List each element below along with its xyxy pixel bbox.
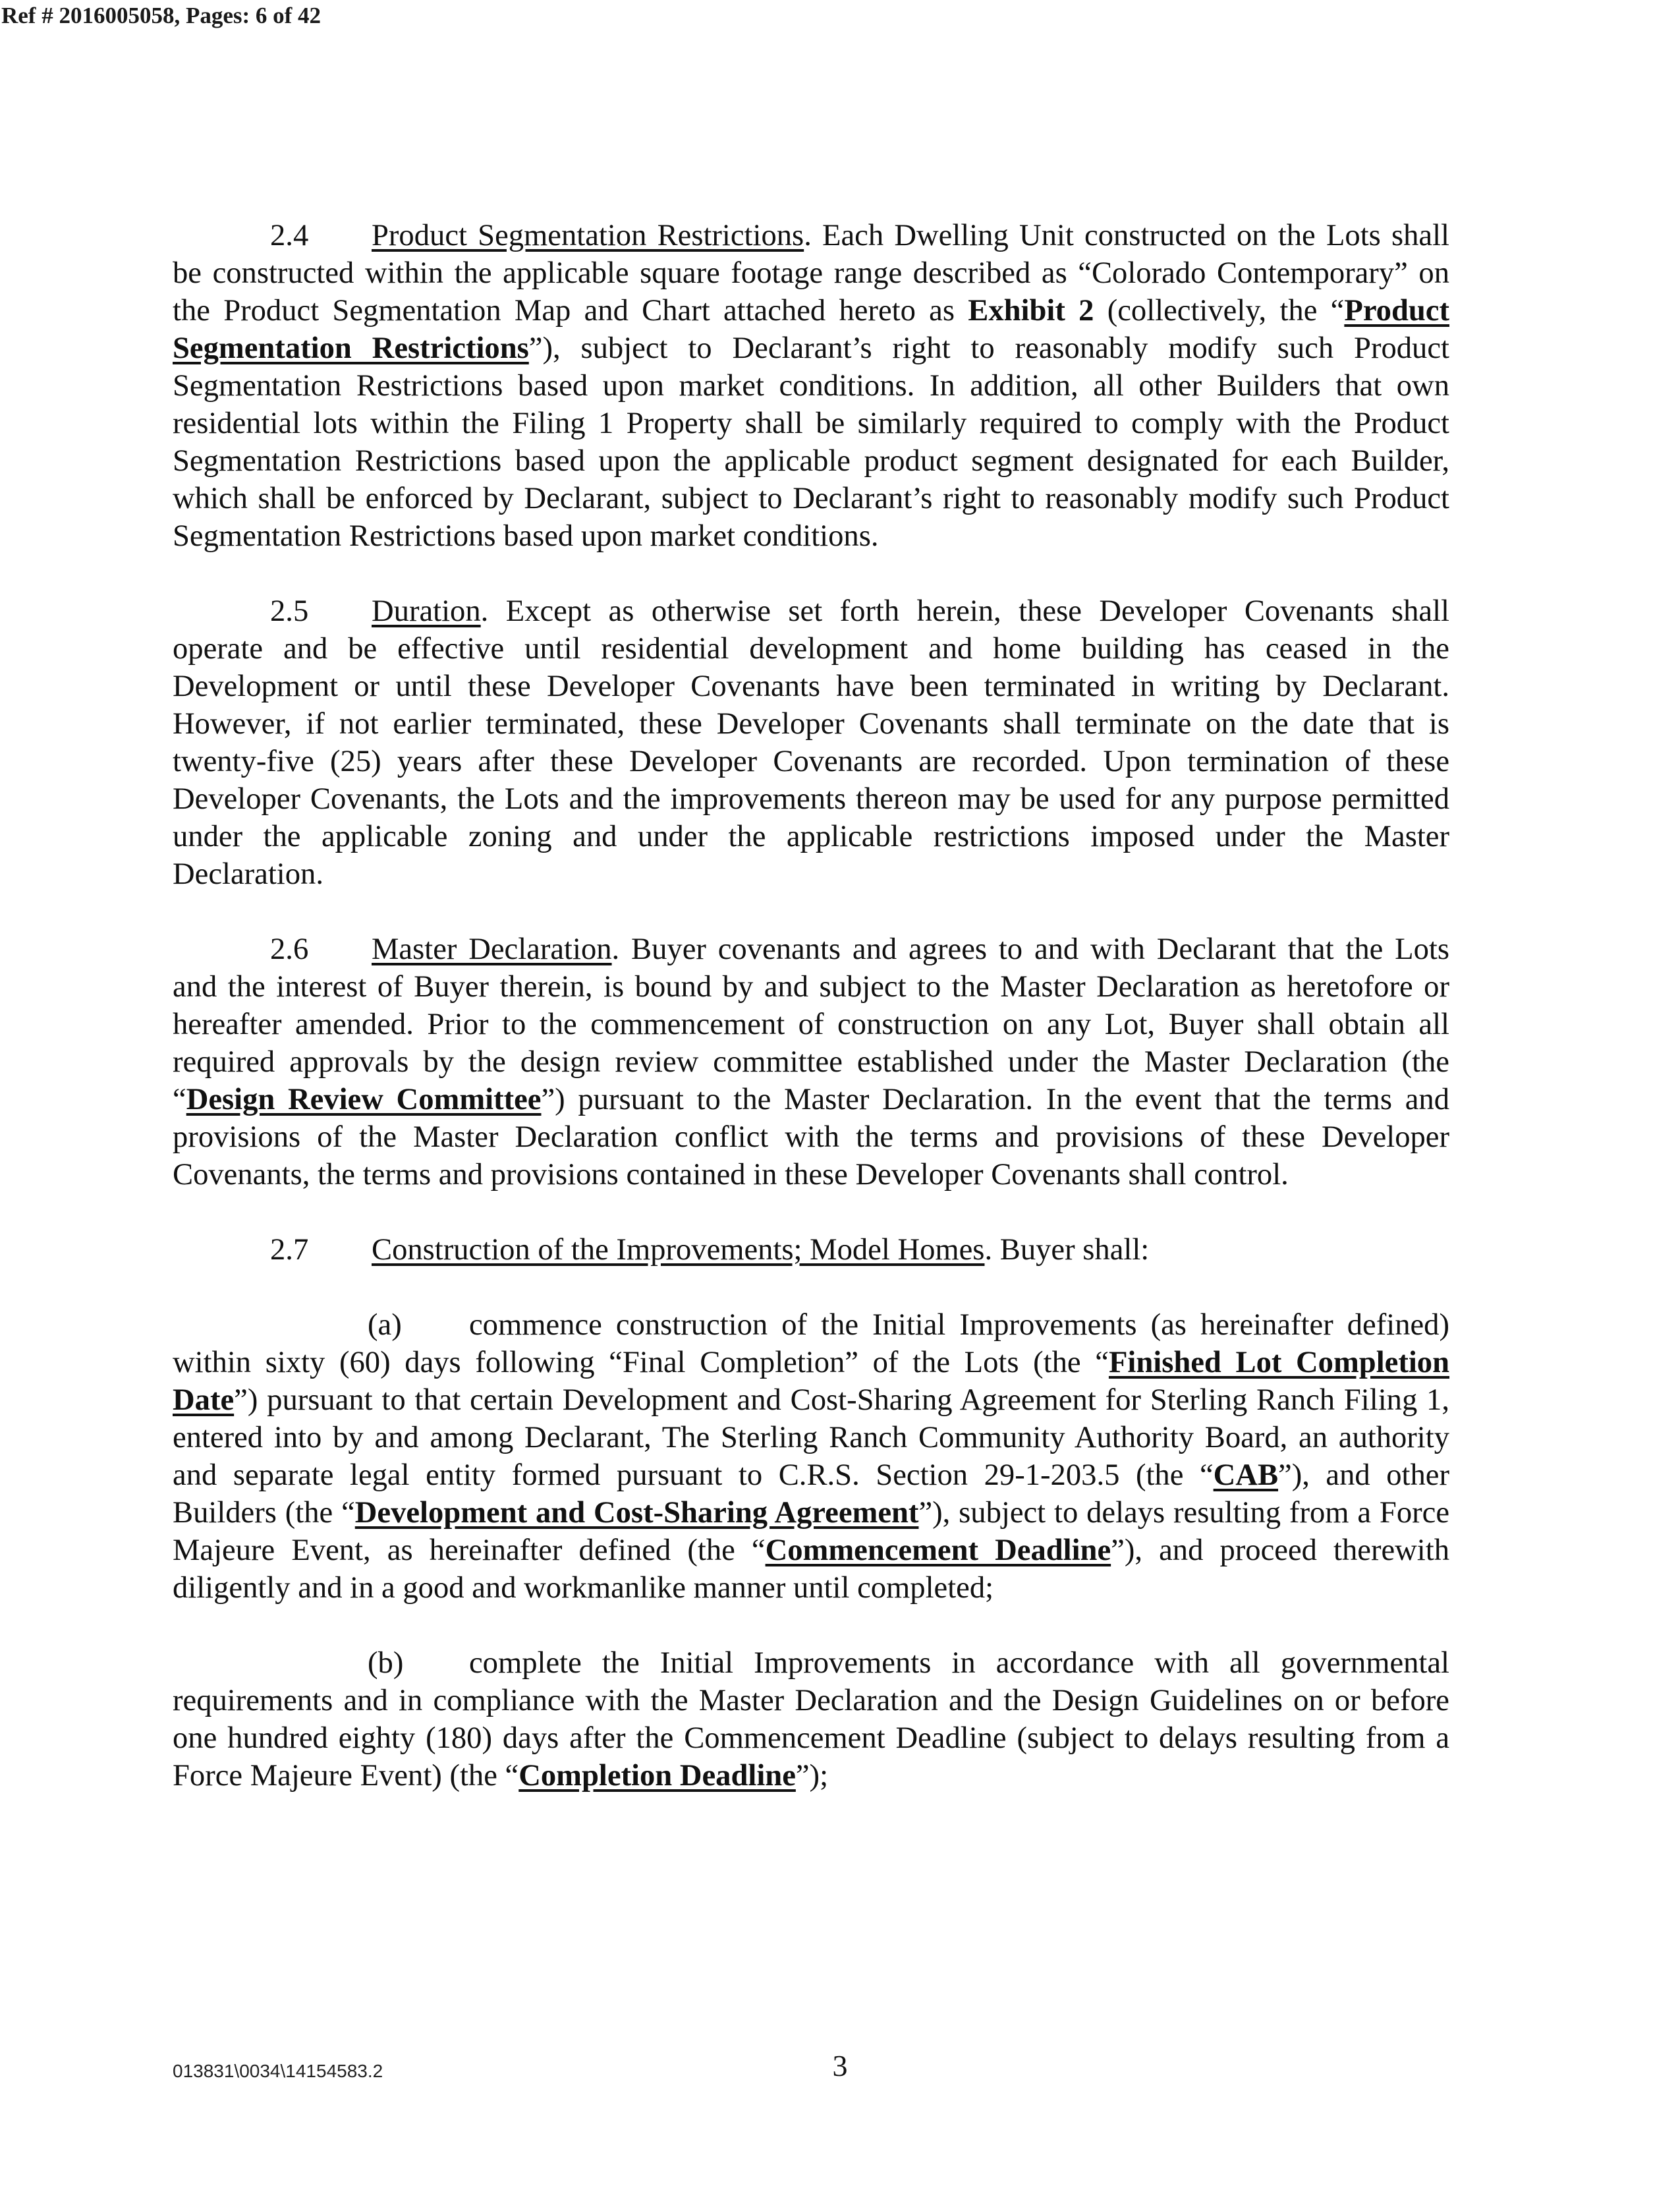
section-text: complete the Initial Improvements in accordance with all governmental requirements and in compliance with the Master Declaration and the Design Guidelines on or before one hundred eighty (180) days after the Commencement Deadline (subject to delays resulting from a Force Majeure Event) (the “ <box>173 1646 1449 1793</box>
section-2-7 <box>173 1231 1449 1269</box>
defined-term: Completion Deadline <box>518 1758 796 1793</box>
defined-term: Development and Cost-Sharing Agreement <box>354 1495 919 1530</box>
defined-term: Commencement Deadline <box>765 1533 1111 1567</box>
defined-term: CAB <box>1213 1458 1279 1492</box>
defined-term: Product Segmentation Restrictions <box>173 293 1449 365</box>
document-id-footer: 013831\0034\14154583.2 <box>173 2061 383 2081</box>
section-title: Master Declaration <box>372 932 612 966</box>
document-reference-header: Ref # 2016005058, Pages: 6 of 42 <box>1 3 322 28</box>
defined-term: Finished Lot Completion Date <box>173 1345 1450 1417</box>
section-text: . Buyer covenants and agrees to and with Declarant that the Lots and the interest of Buyer therein, is bound by and subject to the Master Declaration as heretofore or hereafter amended. Prior to the commencement of construction on any Lot, Buyer shall obtain all required approvals by the design review committee established under the Master Declaration (the “ <box>173 932 1449 1116</box>
subsection-number: (b) <box>368 1646 404 1680</box>
section-text: ”), subject to Declarant’s right to reasonably modify such Product Segmentation Restrictions based upon market conditions. In addition, all other Builders that own residential lots within the Filing 1 Property shall be similarly required to comply with the Product Segmentation Restrictions based upon the applicable product segment designated for each Builder, which shall be enforced by Declarant, subject to Declarant’s right to reasonably modify such Product Segmentation Restrictions based upon market conditions. <box>173 331 1449 553</box>
section-title: Duration <box>372 594 481 628</box>
subsection-a <box>173 1306 1449 1607</box>
section-number: 2.6 <box>270 932 309 966</box>
subsection-number: (a) <box>368 1307 402 1342</box>
section-text: ”), subject to delays resulting from a Force Majeure Event, as hereinafter defined (the “ <box>173 1495 1449 1567</box>
section-number: 2.5 <box>270 594 309 628</box>
section-text: . Except as otherwise set forth herein, these Developer Covenants shall operate and be effective until residential development and home building has ceased in the Development or until these Developer Covenants have been terminated in writing by Declarant. However, if not earlier terminated, these Developer Covenants shall terminate on the date that is twenty-five (25) years after these Developer Covenants are recorded. Upon termination of these Developer Covenants, the Lots and the improvements thereon may be used for any purpose permitted under the applicable zoning and under the applicable restrictions imposed under the Master Declaration. <box>173 594 1449 891</box>
section-2-4 <box>173 217 1449 555</box>
section-title: Product Segmentation Restrictions <box>372 218 804 252</box>
section-text: ”) pursuant to the Master Declaration. In the event that the terms and provisions of the Master Declaration conflict with the terms and provisions of these Developer Covenants, the terms and provisions contained in these Developer Covenants shall control. <box>173 1082 1450 1192</box>
section-text: . Each Dwelling Unit constructed on the Lots shall be constructed within the applicable square footage range described as “Colorado Contemporary” on the Product Segmentation Map and Chart attached hereto as <box>173 218 1449 328</box>
section-text: ”) pursuant to that certain Development and Cost-Sharing Agreement for Sterling Ranch Filing 1, entered into by and among Declarant, The Sterling Ranch Community Authority Board, an authority and separate legal entity formed pursuant to C.R.S. Section 29-1-203.5 (the “ <box>173 1383 1449 1492</box>
section-text: commence construction of the Initial Improvements (as hereinafter defined) within sixty (60) days following “Final Completion” of the Lots (the “ <box>173 1307 1449 1379</box>
section-text: (collectively, the “ <box>1094 293 1345 328</box>
section-text: . Buyer shall: <box>984 1232 1150 1267</box>
exhibit-reference: Exhibit 2 <box>968 293 1094 328</box>
section-text: ”), and proceed therewith diligently and in a good and workmanlike manner until completed; <box>173 1533 1449 1605</box>
section-title: Construction of the Improvements; Model Homes <box>372 1232 985 1267</box>
section-text: ”), and other Builders (the “ <box>173 1458 1449 1530</box>
document-body <box>173 217 1449 1795</box>
section-2-6 <box>173 931 1449 1193</box>
defined-term: Design Review Committee <box>186 1082 542 1116</box>
section-2-5 <box>173 592 1449 893</box>
section-number: 2.7 <box>270 1232 309 1267</box>
section-text: ”); <box>795 1758 829 1793</box>
section-number: 2.4 <box>270 218 309 252</box>
page-number: 3 <box>832 2049 848 2082</box>
subsection-b <box>173 1644 1449 1795</box>
